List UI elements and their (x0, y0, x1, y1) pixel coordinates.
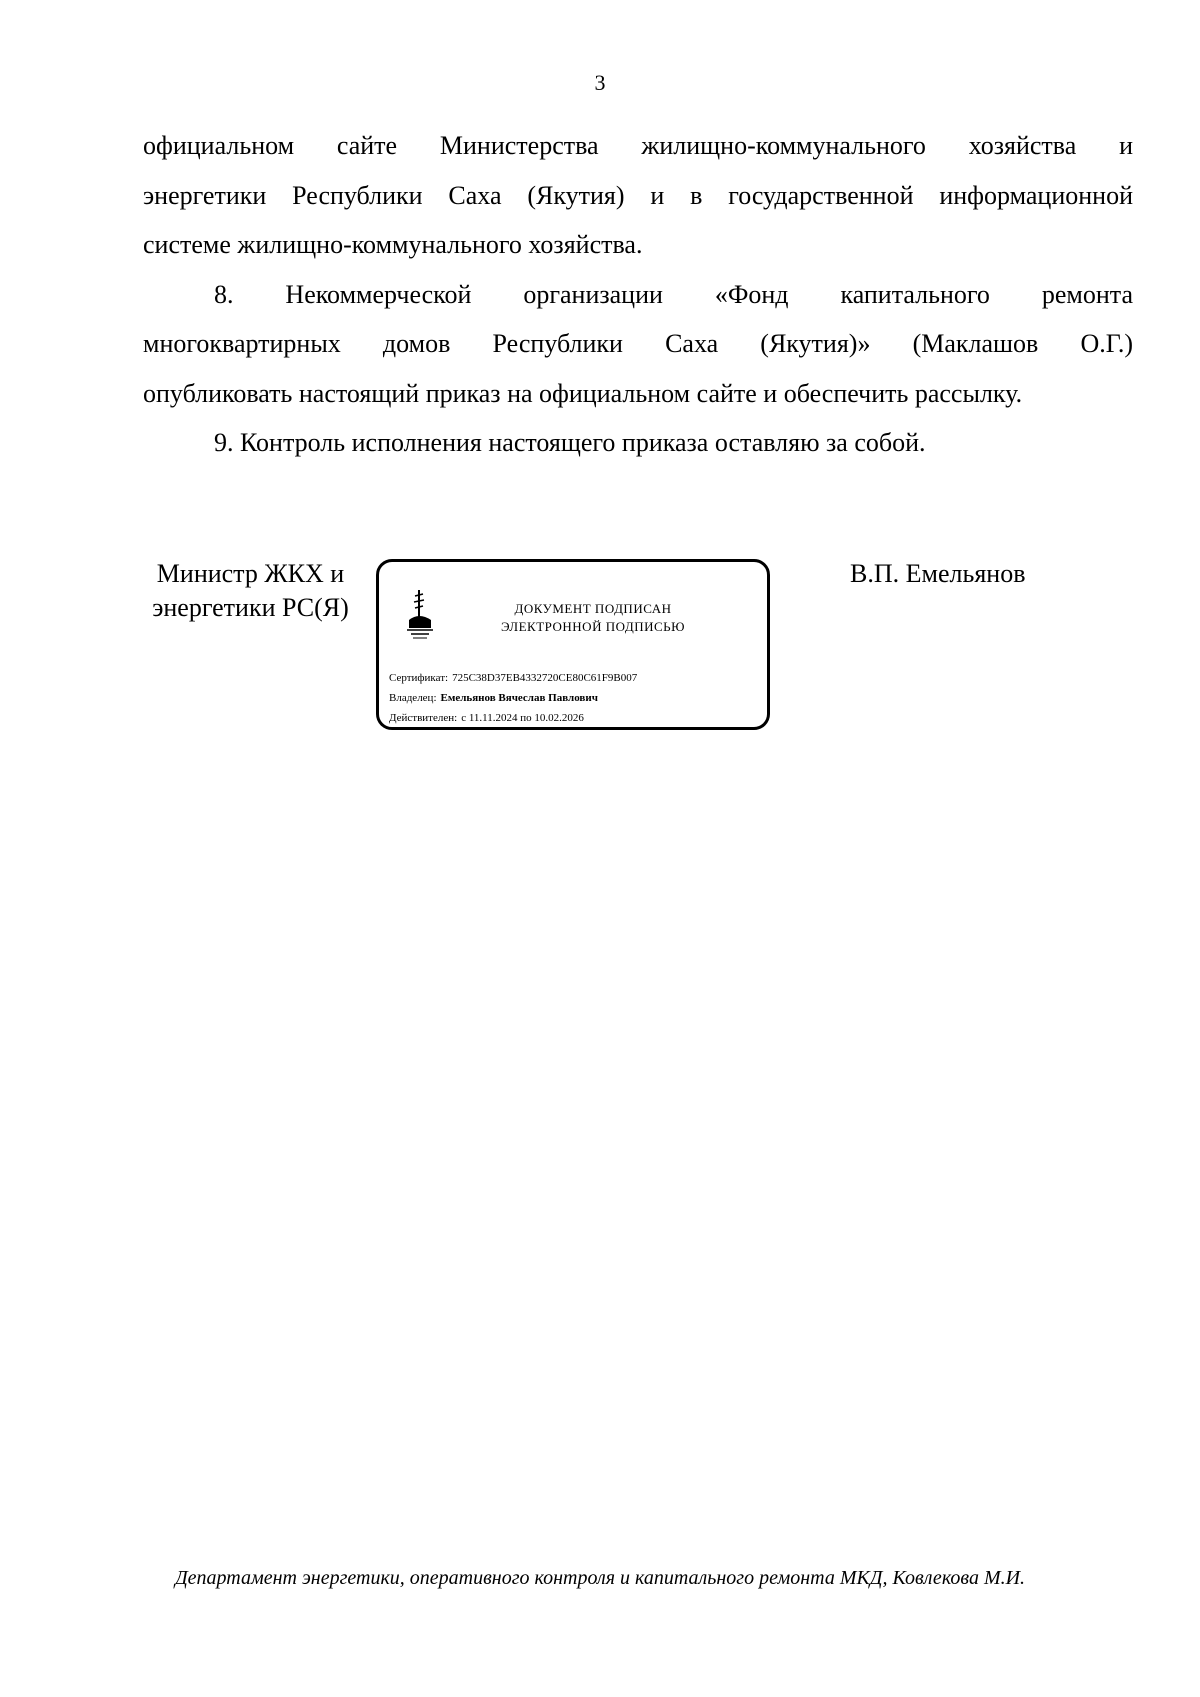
owner-label: Владелец: (389, 692, 437, 704)
text-line: опубликовать настоящий приказ на официальном сайте и обеспечить рассылку. (143, 378, 1023, 408)
signer-position-line: Министр ЖКХ и (156, 559, 345, 588)
signer-name: В.П. Емельянов (850, 559, 1026, 588)
paragraph-publication (143, 121, 1133, 270)
document-body (143, 121, 1133, 468)
stamp-heading-line: ЭЛЕКТРОННОЙ ПОДПИСЬЮ (501, 619, 685, 634)
footer-department: Департамент энергетики, оперативного контроля и капитального ремонта МКД, Ковлекова М.И. (174, 1567, 1026, 1589)
validity-label: Действителен: (389, 712, 458, 724)
stamp-validity-row (389, 708, 761, 728)
stamp-heading-line: ДОКУМЕНТ ПОДПИСАН (514, 601, 672, 616)
signer-position (143, 557, 358, 625)
validity-value: с 11.11.2024 по 10.02.2026 (461, 712, 584, 724)
emblem-icon (405, 586, 435, 642)
text-line: многоквартирных домов Республики Саха (Якутия)» (Маклашов О.Г.) (143, 329, 1133, 358)
text-line: системе жилищно-коммунального хозяйства. (143, 230, 643, 259)
text-line: официальном сайте Министерства жилищно-коммунального хозяйства и (143, 131, 1133, 160)
stamp-certificate-row (389, 668, 761, 688)
certificate-label: Сертификат: (389, 672, 449, 684)
signer-position-line: энергетики РС(Я) (152, 593, 349, 622)
paragraph-item-9: 9. Контроль исполнения настоящего приказа оставляю за собой. (214, 428, 926, 457)
stamp-owner-row (389, 688, 761, 708)
owner-value: Емельянов Вячеслав Павлович (440, 692, 598, 704)
stamp-details (389, 668, 761, 728)
stamp-heading (479, 600, 707, 636)
text-line: 8. Некоммерческой организации «Фонд капитального ремонта (214, 279, 1133, 309)
paragraph-item-8 (143, 270, 1133, 419)
electronic-signature-stamp (376, 559, 770, 730)
certificate-value: 725C38D37EB4332720CE80C61F9B007 (452, 672, 638, 684)
text-line: энергетики Республики Саха (Якутия) и в государственной информационной (143, 180, 1133, 210)
page-number: 3 (594, 70, 606, 95)
